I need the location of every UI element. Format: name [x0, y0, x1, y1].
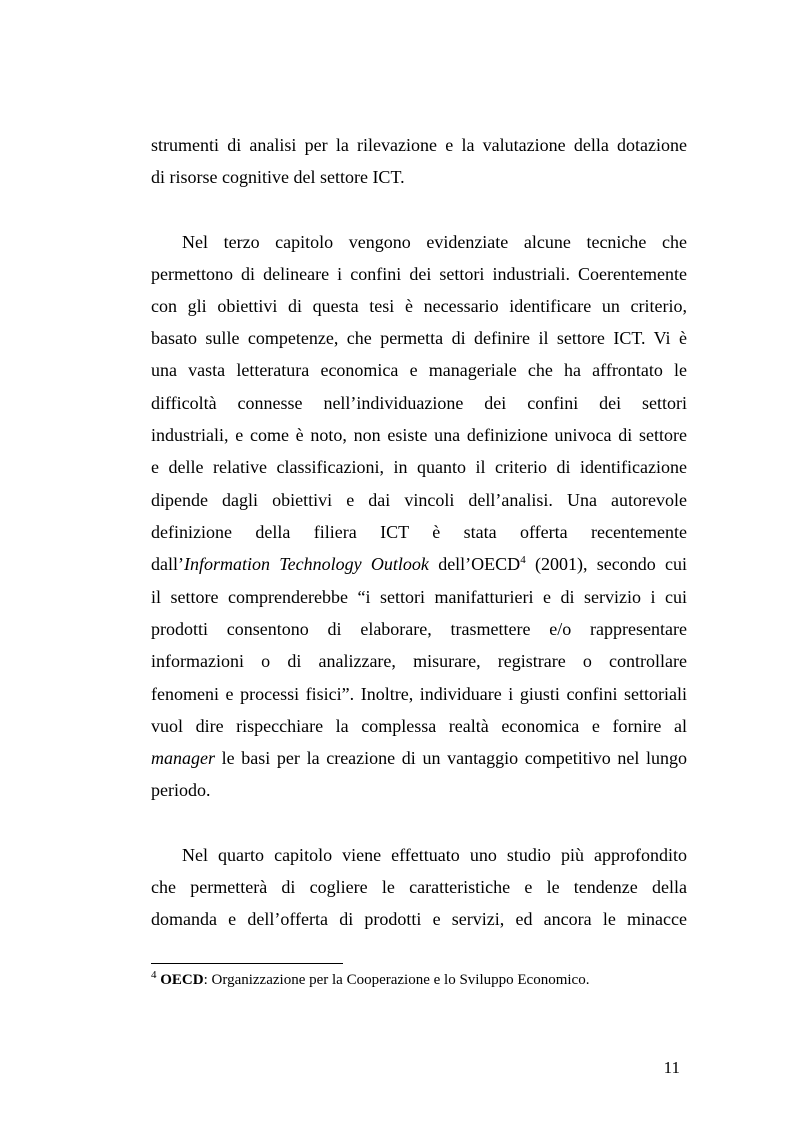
text-segment: dall’ [151, 554, 184, 574]
paragraph-2-line-10: definizione della filiera ICT è stata offerta recentemente [151, 522, 687, 542]
paragraph-2-line-12: il settore comprenderebbe “i settori manifatturieri e di servizio i cui [151, 587, 687, 607]
paragraph-2-line-5: una vasta letteratura economica e manageriale che ha affrontato le [151, 360, 687, 380]
paragraph-2-line-15: fenomeni e processi fisici”. Inoltre, individuare i giusti confini settoriali [151, 684, 687, 704]
text-segment: dell’OECD [428, 554, 521, 574]
page-number: 11 [663, 1058, 680, 1077]
paragraph-2-line-2: permettono di delineare i confini dei settori industriali. Coerentemente [151, 264, 687, 284]
footnote-reference: 4 [520, 554, 526, 566]
footnote-number: 4 [151, 969, 157, 981]
footnote [151, 970, 691, 990]
paragraph-2-line-7: industriali, e come è noto, non esiste una definizione univoca di settore [151, 425, 687, 445]
footnote-term: OECD [160, 972, 204, 988]
paragraph-3-line-2: che permetterà di cogliere le caratteristiche e le tendenze della [151, 877, 687, 897]
paragraph-2-line-13: prodotti consentono di elaborare, trasmettere e/o rappresentare [151, 619, 687, 639]
paragraph-3-line-1: Nel quarto capitolo viene effettuato uno studio più approfondito [182, 845, 687, 865]
paragraph-2-line-6: difficoltà connesse nell’individuazione dei confini dei settori [151, 393, 687, 413]
text-segment: (2001), secondo cui [525, 554, 688, 574]
paragraph-2-line-11 [151, 553, 687, 575]
paragraph-2-line-3: con gli obiettivi di questa tesi è necessario identificare un criterio, [151, 296, 687, 316]
footnote-separator [151, 963, 343, 964]
paragraph-2-line-1: Nel terzo capitolo vengono evidenziate alcune tecniche che [182, 232, 687, 252]
publication-title: Information Technology Outlook [184, 554, 429, 574]
paragraph-1-line-1: strumenti di analisi per la rilevazione e la valutazione della dotazione [151, 135, 687, 155]
paragraph-2-line-9: dipende dagli obiettivi e dai vincoli dell’analisi. Una autorevole [151, 490, 687, 510]
footnote-text: : Organizzazione per la Cooperazione e lo Sviluppo Economico. [203, 972, 590, 988]
paragraph-2-line-17 [151, 747, 687, 769]
paragraph-2-line-18: periodo. [151, 780, 211, 800]
text-segment: le basi per la creazione di un vantaggio competitivo nel lungo [215, 748, 687, 768]
paragraph-2-line-16: vuol dire rispecchiare la complessa realtà economica e fornire al [151, 716, 687, 736]
paragraph-1-line-2: di risorse cognitive del settore ICT. [151, 167, 405, 187]
paragraph-2-line-14: informazioni o di analizzare, misurare, registrare o controllare [151, 651, 687, 671]
paragraph-2-line-8: e delle relative classificazioni, in quanto il criterio di identificazione [151, 457, 687, 477]
italic-term: manager [151, 748, 215, 768]
paragraph-2-line-4: basato sulle competenze, che permetta di definire il settore ICT. Vi è [151, 328, 687, 348]
paragraph-3-line-3: domanda e dell’offerta di prodotti e servizi, ed ancora le minacce [151, 909, 687, 929]
